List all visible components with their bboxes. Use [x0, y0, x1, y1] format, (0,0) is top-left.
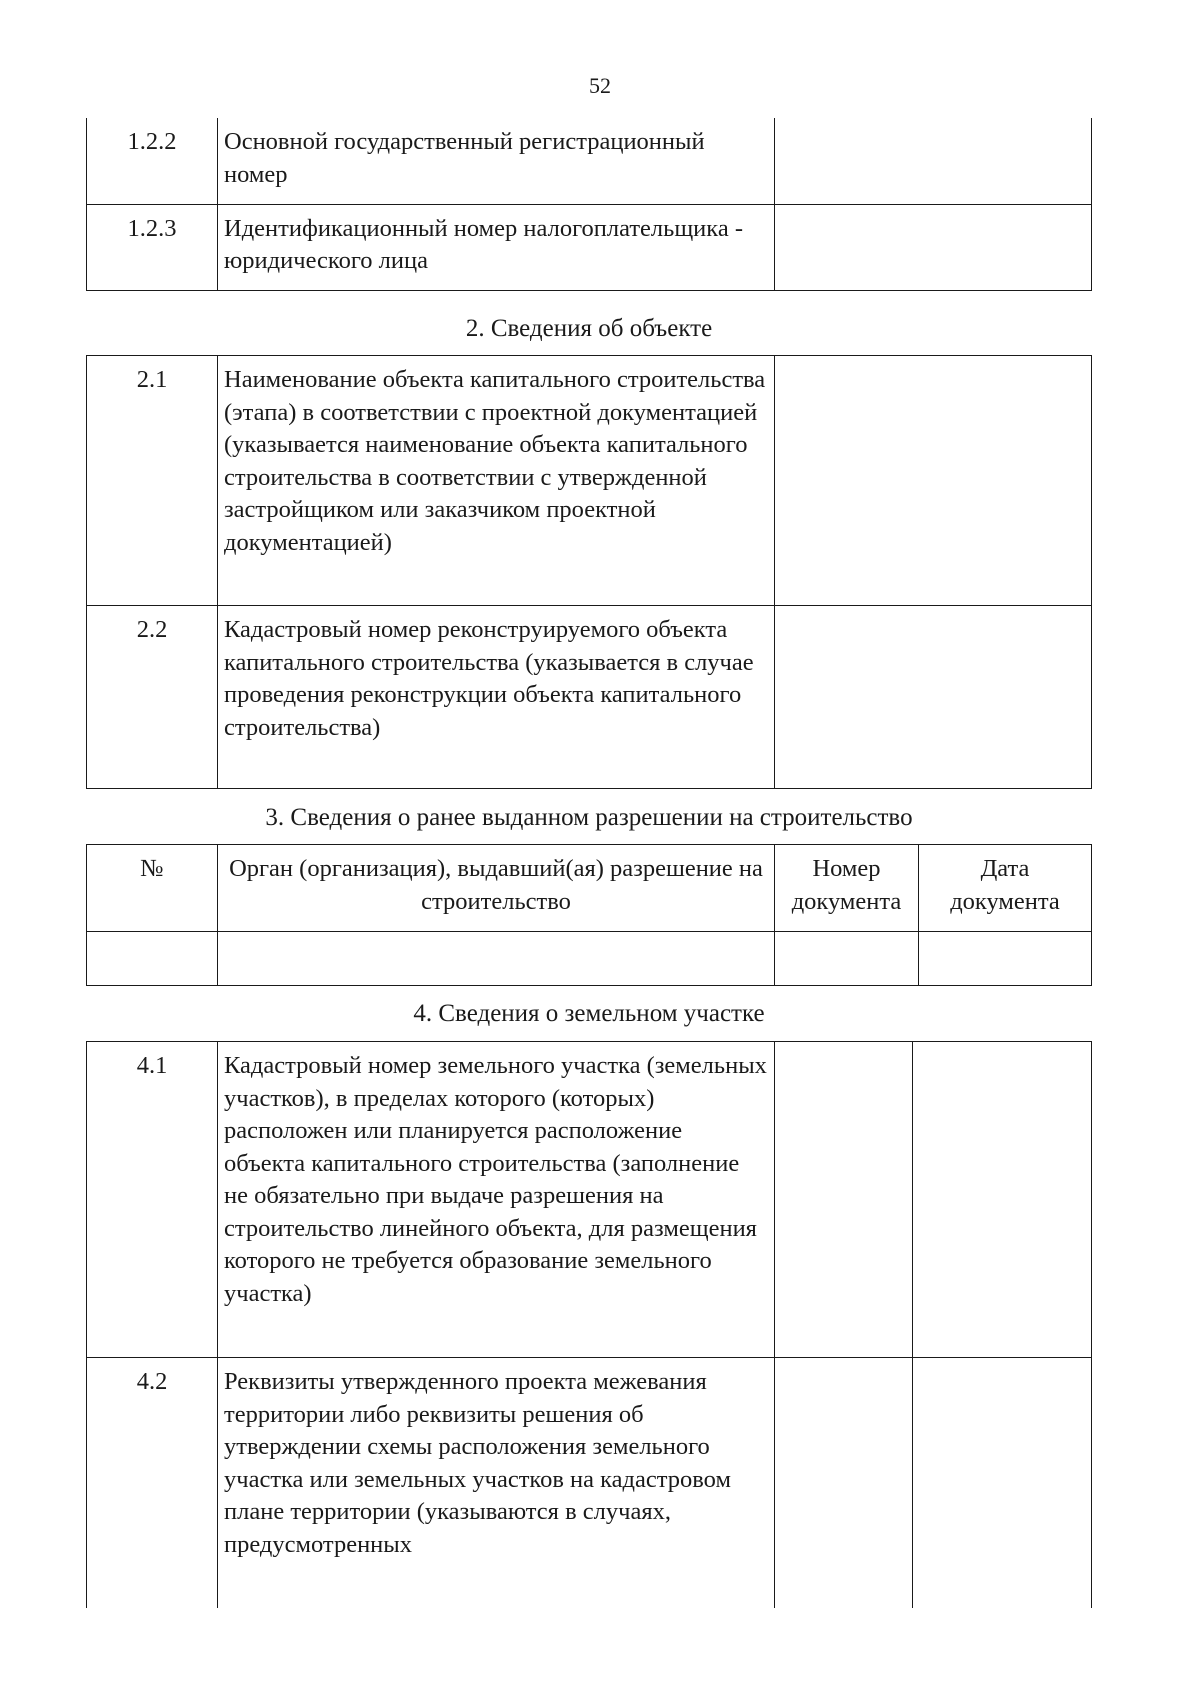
land-plot-table: [86, 1041, 1092, 1608]
table-row: [87, 204, 1092, 290]
survey-project-value-cell[interactable]: [775, 1358, 913, 1608]
row-number: 2.1: [87, 356, 218, 606]
ogrn-value-cell[interactable]: [775, 118, 1092, 204]
section-2-title: 2. Сведения об объекте: [465, 315, 713, 342]
row-label: Реквизиты утвержденного проекта межевания территории либо реквизиты решения об утверждении схемы расположения земельного участка или земельных участков на кадастровом плане территории (указываются в случаях, предусмотренных: [218, 1358, 775, 1608]
row-label: Наименование объекта капитального строительства (этапа) в соответствии с проектной документацией (указывается наименование объекта капитального строительства в соответствии с утвержденной застройщиком или заказчиком проектной документацией): [218, 356, 775, 606]
land-cadastral-extra-cell[interactable]: [913, 1042, 1092, 1358]
section-4-title: 4. Сведения о земельном участке: [413, 1000, 765, 1027]
column-header-doc-number: Номер документа: [775, 845, 919, 932]
organization-details-table: [86, 118, 1092, 291]
table-row: [87, 356, 1092, 606]
inn-value-cell[interactable]: [775, 204, 1092, 290]
previous-permit-table: [86, 844, 1092, 986]
row-label: Основной государственный регистрационный номер: [218, 118, 775, 204]
column-header-doc-date: Дата документа: [919, 845, 1092, 932]
object-info-table: [86, 355, 1092, 789]
column-header-number: №: [87, 845, 218, 932]
permit-number-cell[interactable]: [87, 932, 218, 986]
object-name-value-cell[interactable]: [775, 356, 1092, 606]
permit-doc-number-cell[interactable]: [775, 932, 919, 986]
row-number: 4.2: [87, 1358, 218, 1608]
page-number: 52: [589, 73, 611, 98]
table-row: [87, 932, 1092, 986]
table-row: [87, 1042, 1092, 1358]
table-row: [87, 1358, 1092, 1608]
permit-organ-cell[interactable]: [218, 932, 775, 986]
table-row: [87, 606, 1092, 789]
row-number: 1.2.3: [87, 204, 218, 290]
table-row: [87, 118, 1092, 204]
row-label: Идентификационный номер налогоплательщика - юридического лица: [218, 204, 775, 290]
table-header-row: [87, 845, 1092, 932]
survey-project-extra-cell[interactable]: [913, 1358, 1092, 1608]
row-label: Кадастровый номер реконструируемого объекта капитального строительства (указывается в случае проведения реконструкции объекта капитального строительства): [218, 606, 775, 789]
row-number: 2.2: [87, 606, 218, 789]
row-label: Кадастровый номер земельного участка (земельных участков), в пределах которого (которых) расположен или планируется расположение объекта капитального строительства (заполнение не обязательно при выдаче разрешения на строительство линейного объекта, для размещения которого не требуется образование земельного участка): [218, 1042, 775, 1358]
section-3-title: 3. Сведения о ранее выданном разрешении на строительство: [265, 804, 913, 831]
column-header-organ: Орган (организация), выдавший(ая) разрешение на строительство: [218, 845, 775, 932]
row-number: 1.2.2: [87, 118, 218, 204]
permit-doc-date-cell[interactable]: [919, 932, 1092, 986]
cadastral-object-value-cell[interactable]: [775, 606, 1092, 789]
row-number: 4.1: [87, 1042, 218, 1358]
land-cadastral-value-cell[interactable]: [775, 1042, 913, 1358]
